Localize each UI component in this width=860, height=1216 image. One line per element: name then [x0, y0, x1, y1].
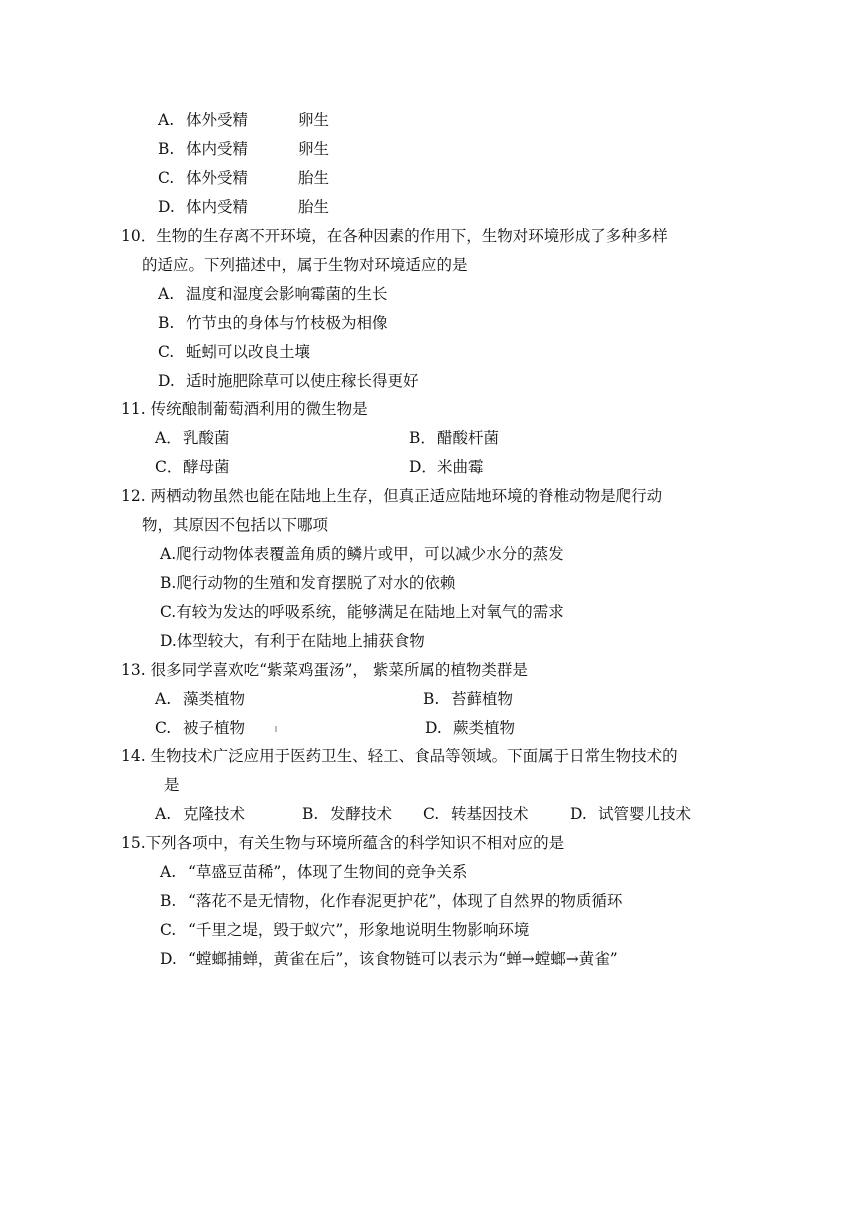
q12-option-c: C.有较为发达的呼吸系统，能够满足在陆地上对氧气的需求	[160, 603, 564, 621]
q13-stem: 13. 很多同学喜欢吃“紫菜鸡蛋汤”， 紫菜所属的植物类群是	[121, 661, 528, 679]
q10-stem-line2: 的适应。下列描述中，属于生物对环境适应的是	[142, 256, 468, 274]
option-letter: A.	[158, 111, 175, 129]
q13-option-a	[155, 689, 245, 709]
option-letter: D.	[158, 372, 175, 390]
q14-option-d	[570, 804, 691, 824]
option-text: 蕨类植物	[453, 719, 516, 737]
option-col2: 卵生	[298, 140, 330, 158]
option-letter: C．	[155, 458, 183, 476]
option-letter: D.	[160, 950, 177, 968]
q10-option-d	[158, 371, 419, 391]
q14-stem-line2: 是	[164, 776, 180, 794]
q9-option-b	[158, 139, 329, 159]
option-text: 试管婴儿技术	[598, 805, 692, 823]
option-letter: A.	[158, 285, 175, 303]
option-col1: 体内受精	[186, 140, 249, 158]
option-text: 酵母菌	[183, 458, 230, 476]
option-letter: B.	[160, 892, 177, 910]
option-letter: C.	[158, 169, 175, 187]
q13-option-b	[423, 689, 513, 709]
option-letter: C.	[158, 343, 175, 361]
option-text: 醋酸杆菌	[437, 429, 500, 447]
option-letter: B.	[158, 140, 175, 158]
q11-option-b	[409, 428, 499, 448]
option-col1: 体外受精	[186, 111, 249, 129]
option-letter: A.	[160, 863, 177, 881]
option-letter: D.	[425, 719, 442, 737]
q9-option-a	[158, 110, 329, 130]
q11-option-c	[155, 457, 230, 477]
q15-option-c	[160, 920, 529, 940]
option-letter: B.	[423, 690, 440, 708]
option-letter: D.	[158, 198, 175, 216]
q11-option-d	[409, 457, 484, 477]
stray-mark	[275, 726, 277, 732]
option-text: 乳酸菌	[183, 429, 230, 447]
option-letter: D．	[409, 458, 437, 476]
q14-option-c	[423, 804, 529, 824]
q15-option-d	[160, 949, 618, 969]
option-letter: C.	[160, 921, 177, 939]
option-letter: C.	[423, 805, 440, 823]
q13-option-d	[425, 718, 515, 738]
q12-stem-line1: 12. 两栖动物虽然也能在陆地上生存，但真正适应陆地环境的脊椎动物是爬行动	[121, 487, 663, 505]
option-letter: A．	[155, 429, 182, 447]
option-col2: 胎生	[298, 169, 330, 187]
q10-option-a	[158, 284, 388, 304]
option-text: “草盛豆苗稀”，体现了生物间的竞争关系	[188, 863, 468, 881]
option-text: “千里之堤，毁于蚁穴”，形象地说明生物影响环境	[188, 921, 530, 939]
option-letter: A.	[155, 690, 172, 708]
q9-option-d	[158, 197, 329, 217]
option-text: 转基因技术	[451, 805, 529, 823]
q12-stem-line2: 物，其原因不包括以下哪项	[142, 516, 329, 534]
option-text: “落花不是无情物，化作春泥更护花”，体现了自然界的物质循环	[188, 892, 623, 910]
option-text: “螳螂捕蝉，黄雀在后”，该食物链可以表示为“蝉→螳螂→黄雀”	[188, 950, 618, 968]
option-col2: 卵生	[298, 111, 330, 129]
option-col2: 胎生	[298, 198, 330, 216]
option-col1: 体内受精	[186, 198, 249, 216]
q10-stem-line1: 10．生物的生存离不开环境，在各种因素的作用下，生物对环境形成了多种多样	[121, 227, 668, 245]
option-letter: B.	[158, 314, 175, 332]
q11-option-a	[155, 428, 230, 448]
option-text: 苔藓植物	[451, 690, 514, 708]
q12-option-a: A.爬行动物体表覆盖角质的鳞片或甲，可以减少水分的蒸发	[160, 545, 564, 563]
option-text: 藻类植物	[183, 690, 246, 708]
q10-option-c	[158, 342, 310, 362]
option-text: 米曲霉	[437, 458, 484, 476]
q14-option-a	[155, 804, 245, 824]
q15-option-b	[160, 891, 622, 911]
option-letter: C.	[155, 719, 172, 737]
option-text: 温度和湿度会影响霉菌的生长	[186, 285, 388, 303]
q11-stem: 11. 传统酿制葡萄酒利用的微生物是	[121, 400, 368, 418]
q12-option-b: B.爬行动物的生殖和发育摆脱了对水的依赖	[160, 574, 456, 592]
option-text: 蚯蚓可以改良土壤	[186, 343, 311, 361]
option-letter: B.	[302, 805, 319, 823]
option-letter: A.	[155, 805, 172, 823]
option-text: 克隆技术	[183, 805, 246, 823]
q12-option-d: D.体型较大，有利于在陆地上捕获食物	[160, 632, 425, 650]
q14-option-b	[302, 804, 392, 824]
option-col1: 体外受精	[186, 169, 249, 187]
option-text: 竹节虫的身体与竹枝极为相像	[186, 314, 388, 332]
q15-option-a	[160, 862, 467, 882]
option-letter: B．	[409, 429, 436, 447]
q15-stem: 15.下列各项中，有关生物与环境所蕴含的科学知识不相对应的是	[121, 834, 565, 852]
q9-option-c	[158, 168, 329, 188]
option-letter: D.	[570, 805, 587, 823]
q13-option-c	[155, 718, 245, 738]
option-text: 发酵技术	[330, 805, 393, 823]
q10-option-b	[158, 313, 388, 333]
option-text: 适时施肥除草可以使庄稼长得更好	[186, 372, 419, 390]
option-text: 被子植物	[183, 719, 246, 737]
q14-stem-line1: 14. 生物技术广泛应用于医药卫生、轻工、食品等领域。下面属于日常生物技术的	[121, 747, 678, 765]
